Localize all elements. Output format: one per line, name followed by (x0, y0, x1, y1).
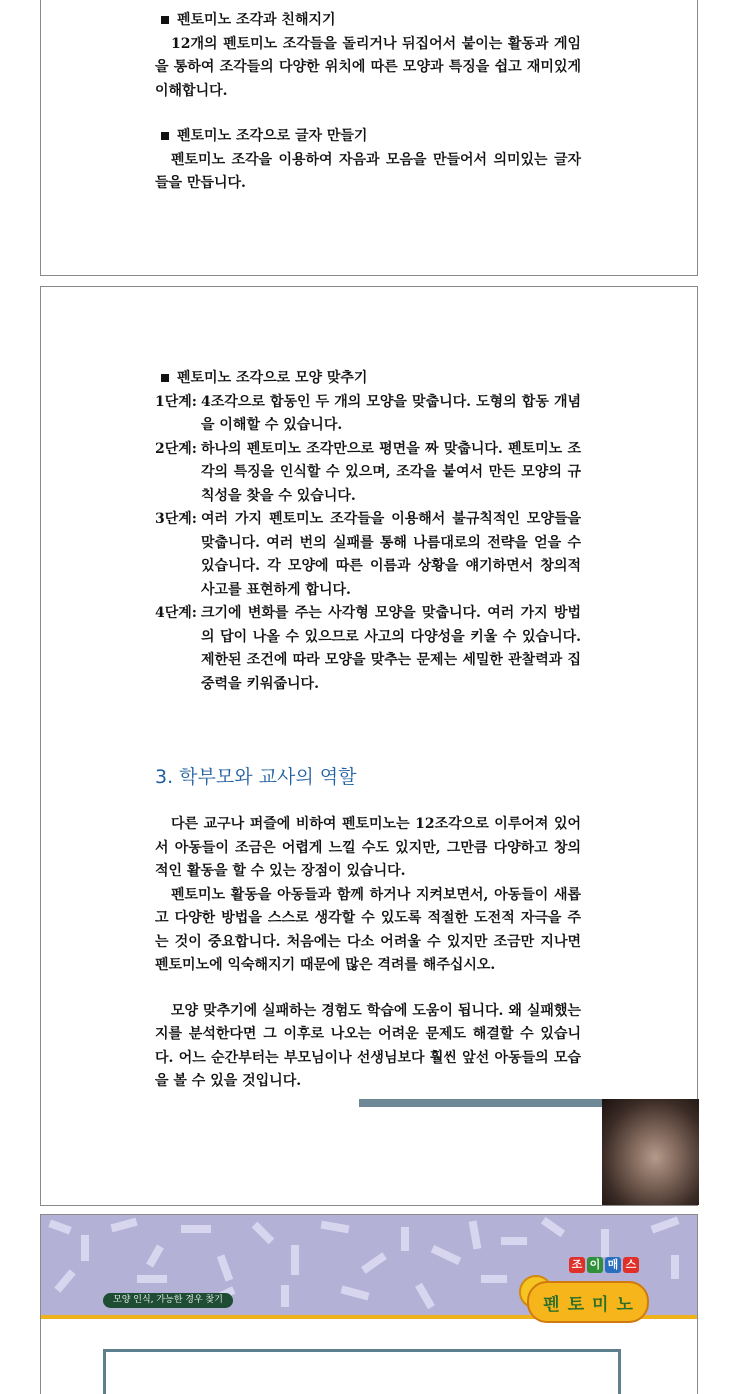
section-heading: 펜토미노 조각과 친해지기 (155, 9, 581, 33)
section-heading: 펜토미노 조각으로 글자 만들기 (155, 125, 581, 149)
logo-top-letters: 조 이 매 스 (569, 1257, 639, 1273)
square-bullet-icon (161, 16, 169, 24)
document-page-1 (40, 0, 698, 276)
photo-thumbnail (602, 1099, 699, 1205)
section-title: 3. 학부모와 교사의 역할 (155, 766, 357, 788)
steps-list (155, 391, 581, 697)
pentomino-logo (519, 1245, 669, 1320)
body-paragraph: 펜토미노 활동을 아동들과 함께 하거나 지켜보면서, 아동들이 새롭고 다양한 방법을 스스로 생각할 수 있도록 적절한 도전적 자극을 주는 것이 중요합니다. 처음에는 다소 어려울 수 있지만 조금만 지나면 펜토미노에 익숙해지기 때문에 많은 격려를 해주십시오. (155, 886, 581, 973)
square-bullet-icon (161, 374, 169, 382)
section-paragraph: 12개의 펜토미노 조각들을 돌리거나 뒤집어서 붙이는 활동과 게임을 통하여 조각들의 다양한 위치에 따른 모양과 특징을 쉽고 재미있게 이해합니다. (155, 35, 581, 99)
document-page-3 (40, 1214, 698, 1394)
tagline-badge: 모양 인식, 가능한 경우 찾기 (103, 1293, 233, 1308)
page1-text (155, 9, 581, 196)
section-paragraph: 펜토미노 조각을 이용하여 자음과 모음을 만들어서 의미있는 글자들을 만듭니다. (155, 151, 581, 191)
document-page-2 (40, 286, 698, 1206)
content-frame (103, 1349, 621, 1394)
step-item: 4단계: 크기에 변화를 주는 사각형 모양을 맞춥니다. 여러 가지 방법의 답이 나올 수 있으므로 사고의 다양성을 키울 수 있습니다. 제한된 조건에 따라 모양을 맞추는 문제는 세밀한 관찰력과 집중력을 키워줍니다. (155, 605, 581, 692)
step-item: 2단계: 하나의 펜토미노 조각만으로 평면을 짜 맞춥니다. 펜토미노 조각의 특징을 인식할 수 있으며, 조각을 붙여서 만든 모양의 규칙성을 찾을 수 있습니다. (155, 440, 581, 504)
step-item: 3단계: 여러 가지 펜토미노 조각들을 이용해서 불규칙적인 모양들을 맞춥니다. 여러 번의 실패를 통해 나름대로의 전략을 얻을 수 있습니다. 각 모양에 따른 이름과 상황을 얘기하면서 창의적 사고를 표현하게 합니다. (155, 511, 581, 598)
step-item: 1단계: 4조각으로 합동인 두 개의 모양을 맞춥니다. 도형의 합동 개념을 이해할 수 있습니다. (155, 393, 581, 433)
steps-section (155, 367, 581, 696)
section-heading: 펜토미노 조각으로 모양 맞추기 (155, 367, 581, 391)
body-paragraph: 모양 맞추기에 실패하는 경험도 학습에 도움이 됩니다. 왜 실패했는지를 분석한다면 그 이후로 나오는 어려운 문제도 해결할 수 있습니다. 어느 순간부터는 부모님이나 선생님보다 훨씬 앞선 아동들의 모습을 볼 수 있을 것입니다. (155, 1002, 581, 1089)
square-bullet-icon (161, 132, 169, 140)
body-paragraph: 다른 교구나 퍼즐에 비하여 펜토미노는 12조각으로 이루어져 있어서 아동들이 조금은 어렵게 느낄 수도 있지만, 그만큼 다양하고 창의적인 활동을 할 수 있는 장점이 있습니다. (155, 816, 581, 879)
logo-main-text: 펜 토 미 노 (527, 1281, 649, 1323)
decorative-bar (359, 1099, 621, 1107)
role-section (155, 813, 581, 1094)
